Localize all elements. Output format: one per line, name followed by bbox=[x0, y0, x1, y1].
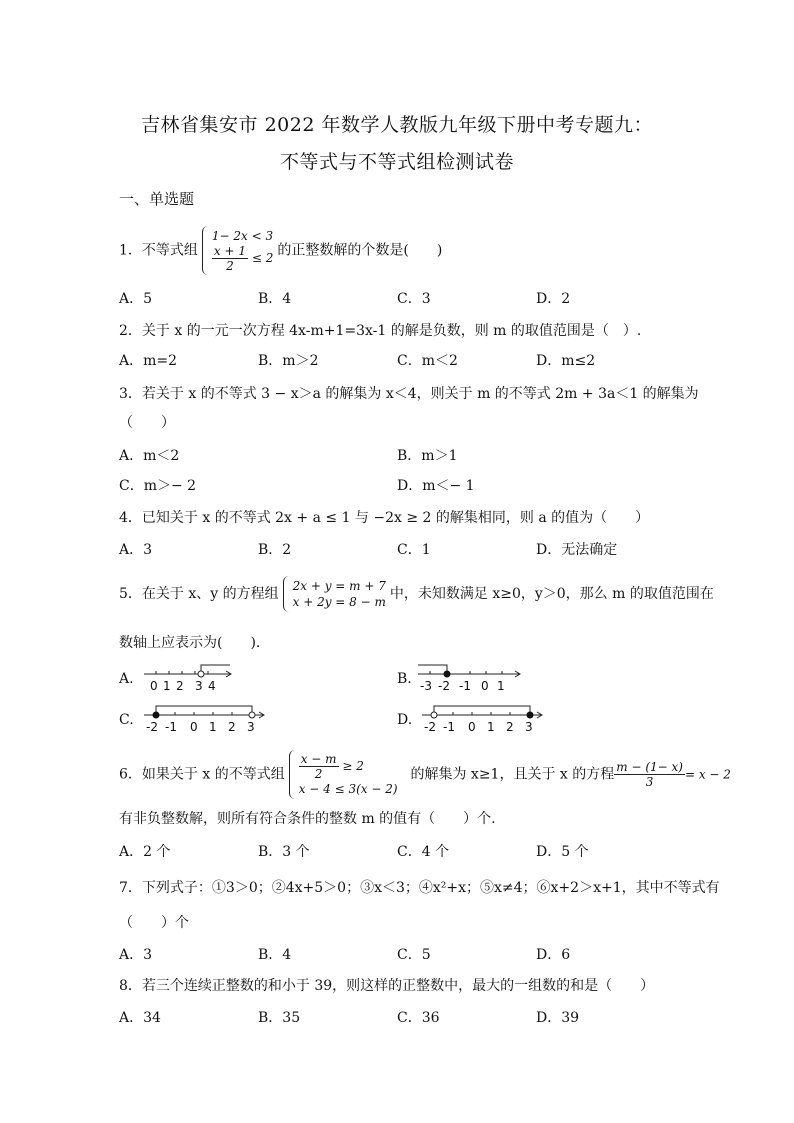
q8-option-b[interactable]: B．35 bbox=[258, 1010, 301, 1026]
axis-c-tick-5: 3 bbox=[247, 720, 255, 733]
axis-c-tick-4: 2 bbox=[228, 720, 236, 733]
axis-d-tick-5: 3 bbox=[525, 720, 533, 733]
question-7: 7．下列式子：①3＞0；②4x+5＞0；③x＜3；④x²+x；⑤x≠4；⑥x+2＞x+1，其中不等式有 bbox=[119, 880, 720, 896]
axis-c-tick-0: -2 bbox=[146, 720, 158, 733]
q5-numberline-a bbox=[140, 662, 240, 696]
q4-option-b[interactable]: B．2 bbox=[258, 542, 292, 558]
q5-option-d[interactable]: D. bbox=[397, 712, 413, 728]
q6-fraction-1: $\frac{x - m}{2}$ bbox=[300, 752, 337, 781]
q5-line2: 数轴上应表示为( ). bbox=[119, 635, 261, 651]
page-title-line1: 吉林省集安市 2022 年数学人教版九年级下册中考专题九： bbox=[141, 114, 653, 136]
q6-option-a[interactable]: A．2 个 bbox=[119, 844, 171, 860]
axis-b-tick-1: -2 bbox=[438, 679, 450, 692]
axis-d-tick-3: 1 bbox=[487, 720, 495, 733]
axis-a-tick-0: 0 bbox=[150, 679, 158, 692]
q8-option-d[interactable]: D．39 bbox=[536, 1010, 580, 1026]
q5-system bbox=[283, 578, 386, 610]
q6-system: $\frac{x - m}{2}$ ≥ 2 x − 4 ≤ 3(x − 2) bbox=[289, 752, 398, 797]
q4-option-a[interactable]: A．3 bbox=[119, 542, 153, 558]
q5-suffix: 中，未知数满足 x≥0，y＞0，那么 m 的取值范围在 bbox=[389, 586, 714, 602]
q6-eq-tail: = x − 2 bbox=[684, 767, 731, 782]
axis-a-tick-2: 2 bbox=[176, 679, 184, 692]
q7-option-a[interactable]: A．3 bbox=[119, 947, 153, 963]
q4-option-d[interactable]: D．无法确定 bbox=[536, 542, 618, 558]
axis-b-tick-4: 1 bbox=[497, 679, 505, 692]
q8-option-c[interactable]: C．36 bbox=[397, 1010, 440, 1026]
q5-numberline-b bbox=[416, 662, 526, 696]
q5-option-c[interactable]: C. bbox=[119, 712, 134, 728]
q5-option-a[interactable]: A. bbox=[119, 671, 134, 687]
axis-d-tick-0: -2 bbox=[424, 720, 436, 733]
axis-d-tick-1: -1 bbox=[443, 720, 455, 733]
axis-c-tick-2: 0 bbox=[190, 720, 198, 733]
q6-fraction-2: $\frac{m - (1- x)}{3}$ bbox=[616, 760, 683, 789]
q2-option-c[interactable]: C．m＜2 bbox=[397, 353, 458, 369]
q1-system: 1− 2x < 3 $\frac{x + 1}{2}$ ≤ 2 bbox=[202, 228, 273, 273]
question-2: 2．关于 x 的一元一次方程 4x-m+1=3x-1 的解是负数，则 m 的取值范围是（ ）. bbox=[119, 323, 642, 339]
section-heading: 一、单选题 bbox=[119, 190, 195, 208]
q7-option-c[interactable]: C．5 bbox=[397, 947, 431, 963]
q1-option-a[interactable]: A．5 bbox=[119, 291, 153, 307]
q1-option-c[interactable]: C．3 bbox=[397, 291, 431, 307]
q5-option-b[interactable]: B. bbox=[397, 671, 412, 687]
q6-prefix: 6．如果关于 x 的不等式组 bbox=[119, 766, 285, 783]
q6-option-b[interactable]: B．3 个 bbox=[258, 844, 310, 860]
axis-d-tick-4: 2 bbox=[506, 720, 514, 733]
axis-a-tick-1: 1 bbox=[163, 679, 171, 692]
q5-numberline-d bbox=[418, 703, 548, 737]
q1-option-b[interactable]: B．4 bbox=[258, 291, 292, 307]
question-8: 8．若三个连续正整数的和小于 39，则这样的正整数中，最大的一组数的和是（ ） bbox=[119, 978, 655, 994]
q6-option-d[interactable]: D．5 个 bbox=[536, 844, 589, 860]
q7-line2: （ ）个 bbox=[119, 915, 189, 931]
q1-fraction: $\frac{x + 1}{2}$ bbox=[213, 244, 247, 273]
q2-option-b[interactable]: B．m＞2 bbox=[258, 353, 319, 369]
q5-row2: x + 2y = 8 − m bbox=[292, 595, 386, 609]
question-4: 4．已知关于 x 的不等式 2x + a ≤ 1 与 −2x ≥ 2 的解集相同，则 a 的值为（ ） bbox=[119, 510, 650, 526]
q5-row1: 2x + y = m + 7 bbox=[292, 579, 386, 593]
q7-option-b[interactable]: B．4 bbox=[258, 947, 292, 963]
q3-paren: （ ） bbox=[119, 415, 175, 431]
q3-option-a[interactable]: A．m＜2 bbox=[119, 448, 180, 464]
q1-suffix: 的正整数解的个数是( ) bbox=[277, 242, 443, 259]
axis-c-tick-1: -1 bbox=[165, 720, 177, 733]
axis-c-tick-3: 1 bbox=[209, 720, 217, 733]
q7-option-d[interactable]: D．6 bbox=[536, 947, 571, 963]
q2-option-d[interactable]: D．m≤2 bbox=[536, 353, 596, 369]
axis-b-tick-2: -1 bbox=[459, 679, 471, 692]
question-6 bbox=[119, 752, 731, 797]
axis-b-tick-3: 0 bbox=[481, 679, 489, 692]
page-title-line2: 不等式与不等式组检测试卷 bbox=[279, 151, 514, 173]
q3-option-c[interactable]: C．m＞− 2 bbox=[119, 478, 197, 494]
q5-numberline-c bbox=[140, 703, 270, 737]
q3-option-b[interactable]: B．m＞1 bbox=[397, 448, 458, 464]
q1-option-d[interactable]: D．2 bbox=[536, 291, 571, 307]
q6-option-c[interactable]: C．4 个 bbox=[397, 844, 450, 860]
axis-a-tick-4: 4 bbox=[208, 679, 216, 692]
axis-b-tick-0: -3 bbox=[420, 679, 432, 692]
axis-d-tick-2: 0 bbox=[468, 720, 476, 733]
question-3: 3．若关于 x 的不等式 3 − x＞a 的解集为 x＜4，则关于 m 的不等式 2m + 3a＜1 的解集为 bbox=[119, 386, 699, 402]
q8-option-a[interactable]: A．34 bbox=[119, 1010, 161, 1026]
q6-mid: 的解集为 x≥1，且关于 x 的方程 bbox=[410, 766, 615, 783]
question-5 bbox=[119, 578, 714, 610]
q3-option-d[interactable]: D．m＜− 1 bbox=[397, 478, 475, 494]
q5-prefix: 5．在关于 x、y 的方程组 bbox=[119, 586, 279, 602]
q2-option-a[interactable]: A．m=2 bbox=[119, 353, 178, 369]
axis-a-tick-3: 3 bbox=[195, 679, 203, 692]
q6-row2: x − 4 ≤ 3(x − 2) bbox=[298, 782, 398, 796]
q1-row1: 1− 2x < 3 bbox=[211, 229, 274, 243]
question-1 bbox=[119, 228, 442, 273]
q6-line2: 有非负整数解，则所有符合条件的整数 m 的值有（ ）个. bbox=[119, 811, 496, 827]
q1-prefix: 1．不等式组 bbox=[119, 242, 198, 259]
q4-option-c[interactable]: C．1 bbox=[397, 542, 431, 558]
